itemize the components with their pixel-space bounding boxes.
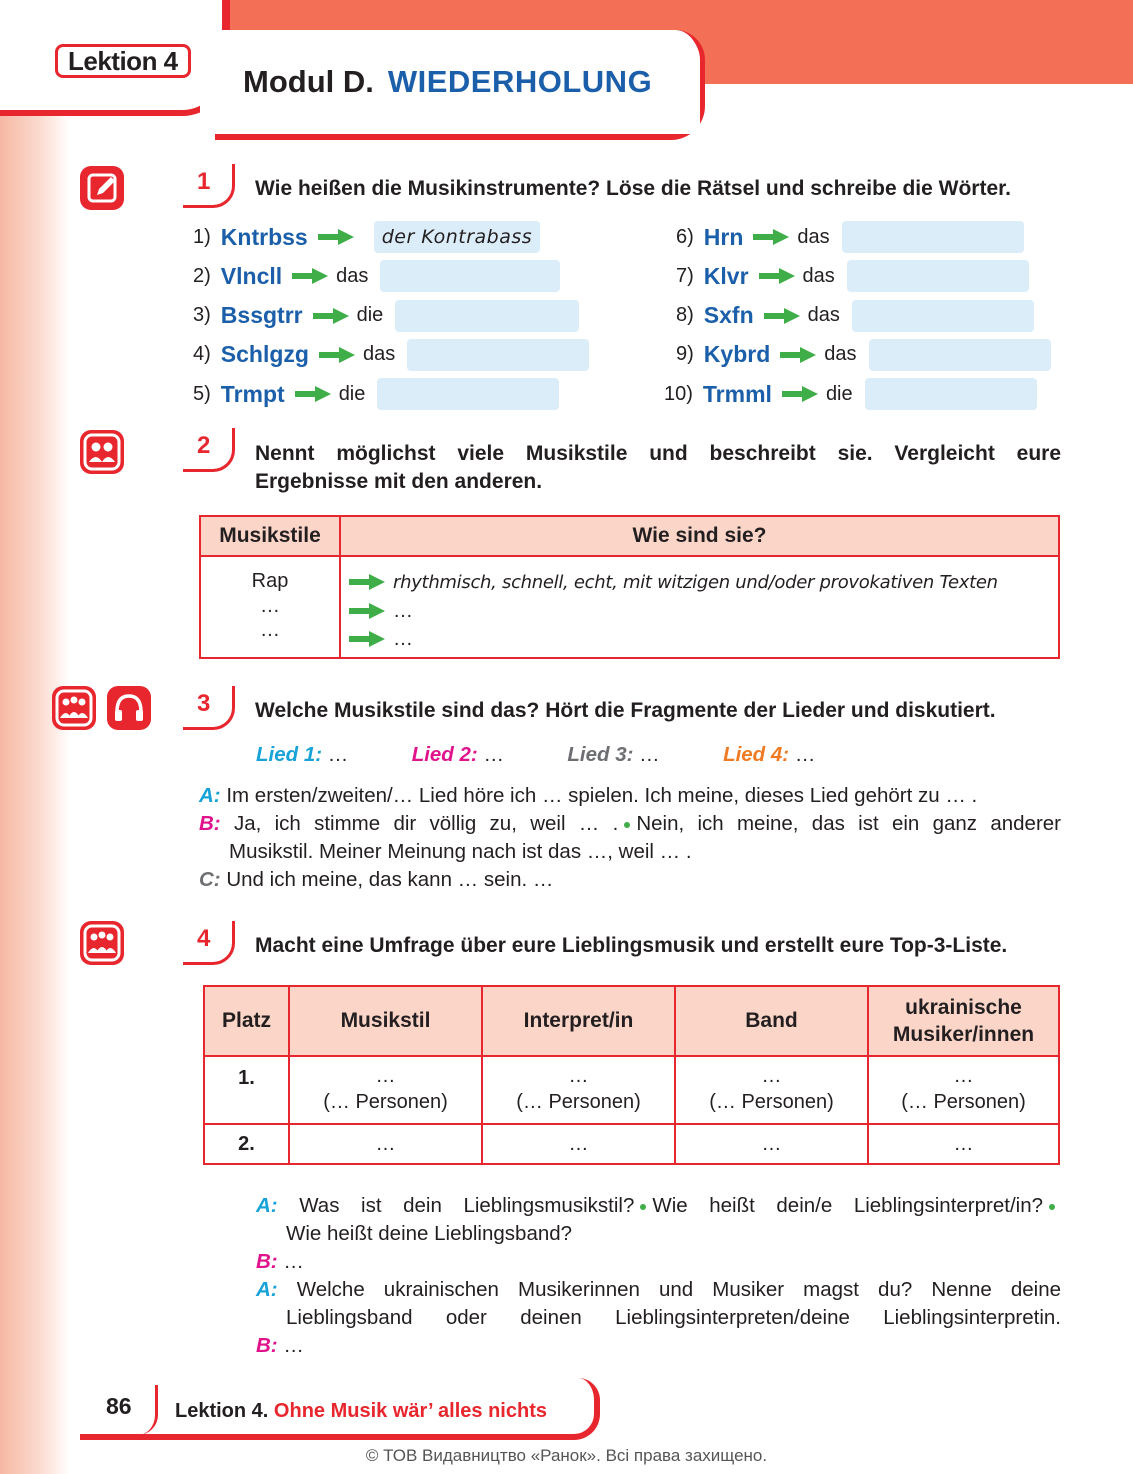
item-number: 9): [676, 343, 694, 366]
pencil-icon: [80, 166, 124, 210]
article: das: [797, 225, 830, 248]
lied-3-label: Lied 3:: [567, 743, 634, 766]
task-4-instruction: Macht eine Umfrage über eure Lieblingsmusik und erstellt eure Top-3-Liste.: [255, 934, 1008, 957]
arrow-icon: [295, 386, 331, 402]
answer-field[interactable]: [380, 260, 560, 292]
bullet-icon: [640, 1204, 646, 1210]
place-cell: 2.: [204, 1124, 289, 1164]
task-3-number: 3: [183, 686, 235, 730]
footer-title: Ohne Musik wär’ alles nichts: [273, 1400, 547, 1422]
word-item: [676, 259, 1029, 293]
item-number: 7): [676, 264, 694, 287]
dialog-line-b2: [256, 1332, 1061, 1360]
header-ukrainische-musiker: [868, 986, 1059, 1056]
description-row: [349, 597, 1058, 625]
arrow-icon: [759, 268, 795, 284]
header-wie-sind-sie: Wie sind sie?: [340, 516, 1059, 556]
scrambled-word: Klvr: [703, 262, 749, 289]
arrow-icon: [349, 574, 385, 590]
speaker-b: B:: [199, 812, 221, 835]
header-platz: Platz: [204, 986, 289, 1056]
styles-cell: [200, 556, 340, 658]
table-cell: …: [289, 1124, 482, 1164]
word-item: [193, 220, 540, 254]
header-line: ukrainische: [905, 996, 1022, 1019]
scrambled-word: Trmml: [702, 380, 772, 407]
speaker-a: A:: [256, 1278, 278, 1301]
arrow-icon: [319, 347, 355, 363]
dialog-text: Und ich meine, das kann … sein. …: [226, 868, 554, 891]
dialog-line-b-cont: Musikstil. Meiner Meinung nach ist das …, weil … .: [229, 840, 692, 863]
bullet-icon: [1049, 1204, 1055, 1210]
footer-lektion: Lektion 4.: [175, 1400, 269, 1422]
word-item: [664, 377, 1037, 411]
task-4-number: 4: [183, 921, 235, 965]
table-cell: …: [482, 1124, 675, 1164]
header-line: Musiker/innen: [892, 1023, 1035, 1046]
lied-4-value: …: [794, 743, 816, 766]
page-title: [243, 64, 652, 100]
dialog-line-a1-cont: Wie heißt deine Lieblingsband?: [286, 1222, 573, 1245]
item-number: 8): [676, 304, 694, 327]
scrambled-word: Hrn: [703, 223, 744, 250]
speaker-a: A:: [199, 784, 221, 807]
dialog-line-a2: [256, 1276, 1061, 1304]
answer-field[interactable]: [847, 260, 1029, 292]
article: das: [362, 343, 396, 366]
copyright: © ТОВ Видавництво «Ранок». Всі права захищено.: [365, 1446, 768, 1465]
item-number: 2): [193, 264, 211, 287]
answer-field[interactable]: [842, 221, 1024, 253]
article: das: [802, 264, 835, 287]
lektion-badge: Lektion 4: [55, 44, 191, 78]
lied-3-value: …: [639, 743, 660, 766]
lied-2-label: Lied 2:: [411, 743, 478, 766]
left-gradient-band: [0, 0, 70, 1474]
table-cell: …: [868, 1124, 1059, 1164]
word-item: [676, 220, 1024, 254]
word-item: [193, 338, 589, 372]
item-number: 1): [193, 225, 211, 248]
item-number: 6): [676, 225, 694, 248]
scrambled-word: Vlncll: [220, 262, 283, 289]
dialog-text: Welche ukrainischen Musikerinnen und Musiker magst du? Nenne deine: [296, 1278, 1061, 1301]
place-cell: 1.: [204, 1056, 289, 1124]
article: das: [807, 304, 840, 327]
speaker-a: A:: [256, 1194, 278, 1217]
speaker-b: B:: [256, 1334, 278, 1357]
item-number: 10): [664, 382, 693, 405]
dialog-text: Im ersten/zweiten/… Lied höre ich … spielen. Ich meine, dieses Lied gehört zu … .: [226, 784, 978, 807]
article: die: [356, 304, 384, 327]
task-1-number: 1: [183, 164, 235, 208]
dialog-text: Was ist dein Lieblingsmusikstil?: [299, 1194, 635, 1217]
footer-lektion-title: [175, 1400, 547, 1423]
title-text: WIEDERHOLUNG: [387, 64, 653, 99]
speaker-c: C:: [199, 868, 221, 891]
descriptions-cell: [340, 556, 1059, 658]
dialog-text: Nein, ich meine, das ist ein ganz anderer: [636, 812, 1062, 835]
scrambled-word: Trmpt: [220, 380, 285, 407]
bullet-icon: [624, 822, 630, 828]
lied-1-value: …: [327, 743, 349, 766]
header-musikstile: Musikstile: [200, 516, 340, 556]
scrambled-word: Schlgzg: [220, 341, 309, 368]
answer-field[interactable]: [852, 300, 1034, 332]
dialog-line-c: [199, 866, 1061, 894]
arrow-icon: [313, 308, 349, 324]
style-item: …: [260, 595, 280, 617]
task-2-instruction-line1: Nennt möglichst viele Musikstile und beschreibt sie. Vergleicht eure: [255, 442, 1061, 465]
word-item: [193, 299, 579, 333]
group-work-icon: [52, 686, 96, 730]
arrow-icon: [780, 347, 816, 363]
task-1-instruction: Wie heißen die Musikinstrumente? Löse die Rätsel und schreibe die Wörter.: [255, 177, 1011, 200]
dialog-text: …: [283, 1334, 304, 1357]
lied-row: [256, 741, 815, 769]
word-item: [676, 299, 1034, 333]
speaker-b: B:: [256, 1250, 278, 1273]
description-text: …: [393, 627, 413, 650]
lied-1-label: Lied 1:: [256, 743, 323, 766]
group-work-icon: [80, 921, 124, 965]
table-cell: … (… Personen): [675, 1056, 868, 1124]
task-2-number: 2: [183, 428, 235, 472]
dialog-text: Ja, ich stimme dir völlig zu, weil … .: [233, 812, 619, 835]
table-cell: … (… Personen): [482, 1056, 675, 1124]
modul-label: Modul D.: [243, 64, 374, 99]
scrambled-word: Kybrd: [703, 341, 771, 368]
description-text: …: [393, 599, 413, 622]
answer-field[interactable]: [377, 378, 559, 410]
word-item: [676, 338, 1051, 372]
dialog-line-a2-cont: Lieblingsband oder deinen Lieblingsinterpreten/deine Lieblingsinterpretin.: [286, 1306, 1061, 1329]
header-interpret: Interpret/in: [482, 986, 675, 1056]
description-row: [349, 567, 1058, 597]
arrow-icon: [318, 229, 354, 245]
arrow-icon: [753, 229, 789, 245]
music-styles-table: [199, 515, 1060, 659]
article: das: [824, 343, 857, 366]
description-text: rhythmisch, schnell, echt, mit witzigen und/oder provokativen Texten: [393, 571, 998, 593]
article: die: [825, 382, 853, 405]
style-item: Rap: [251, 570, 289, 592]
item-number: 5): [193, 382, 211, 405]
lied-2-value: …: [483, 743, 504, 766]
word-item: [193, 259, 560, 293]
task-4-dialog: [256, 1192, 1061, 1360]
scrambled-word: Bssgtrr: [220, 302, 303, 329]
task-2-instruction-line2: Ergebnisse mit den anderen.: [255, 470, 543, 493]
dialog-line-a1: [256, 1192, 1061, 1220]
answer-field[interactable]: [395, 300, 579, 332]
arrow-icon: [349, 631, 385, 647]
task-3-instruction: Welche Musikstile sind das? Hört die Fragmente der Lieder und diskutiert.: [255, 699, 996, 722]
dialog-text: …: [283, 1250, 304, 1273]
article: die: [338, 382, 366, 405]
top-3-table: [203, 985, 1060, 1165]
arrow-icon: [782, 386, 818, 402]
dialog-text: Wie heißt dein/e Lieblingsinterpret/in?: [652, 1194, 1043, 1217]
pair-work-icon: [80, 430, 124, 474]
task-3-dialog: [199, 782, 1061, 894]
table-cell: … (… Personen): [868, 1056, 1059, 1124]
answer-field[interactable]: [865, 378, 1037, 410]
article: das: [336, 264, 369, 287]
scrambled-word: Sxfn: [703, 302, 754, 329]
word-item: [193, 377, 559, 411]
arrow-icon: [292, 268, 328, 284]
scrambled-word: Kntrbss: [220, 223, 308, 250]
dialog-line-b: [199, 810, 1061, 838]
answer-field[interactable]: [407, 339, 589, 371]
style-item: …: [260, 619, 280, 641]
answer-field[interactable]: [869, 339, 1051, 371]
description-row: [349, 625, 1058, 653]
table-cell: …: [675, 1124, 868, 1164]
headphones-icon: [107, 686, 151, 730]
header-band: Band: [675, 986, 868, 1056]
dialog-line-b1: [256, 1248, 1061, 1276]
item-number: 3): [193, 304, 211, 327]
dialog-line-a: [199, 782, 1061, 810]
header-musikstil: Musikstil: [289, 986, 482, 1056]
answer-field[interactable]: der Kontrabass: [374, 221, 540, 253]
table-cell: … (… Personen): [289, 1056, 482, 1124]
arrow-icon: [764, 308, 800, 324]
page-number: 86: [80, 1385, 158, 1435]
lied-4-label: Lied 4:: [723, 743, 790, 766]
item-number: 4): [193, 343, 211, 366]
arrow-icon: [349, 603, 385, 619]
